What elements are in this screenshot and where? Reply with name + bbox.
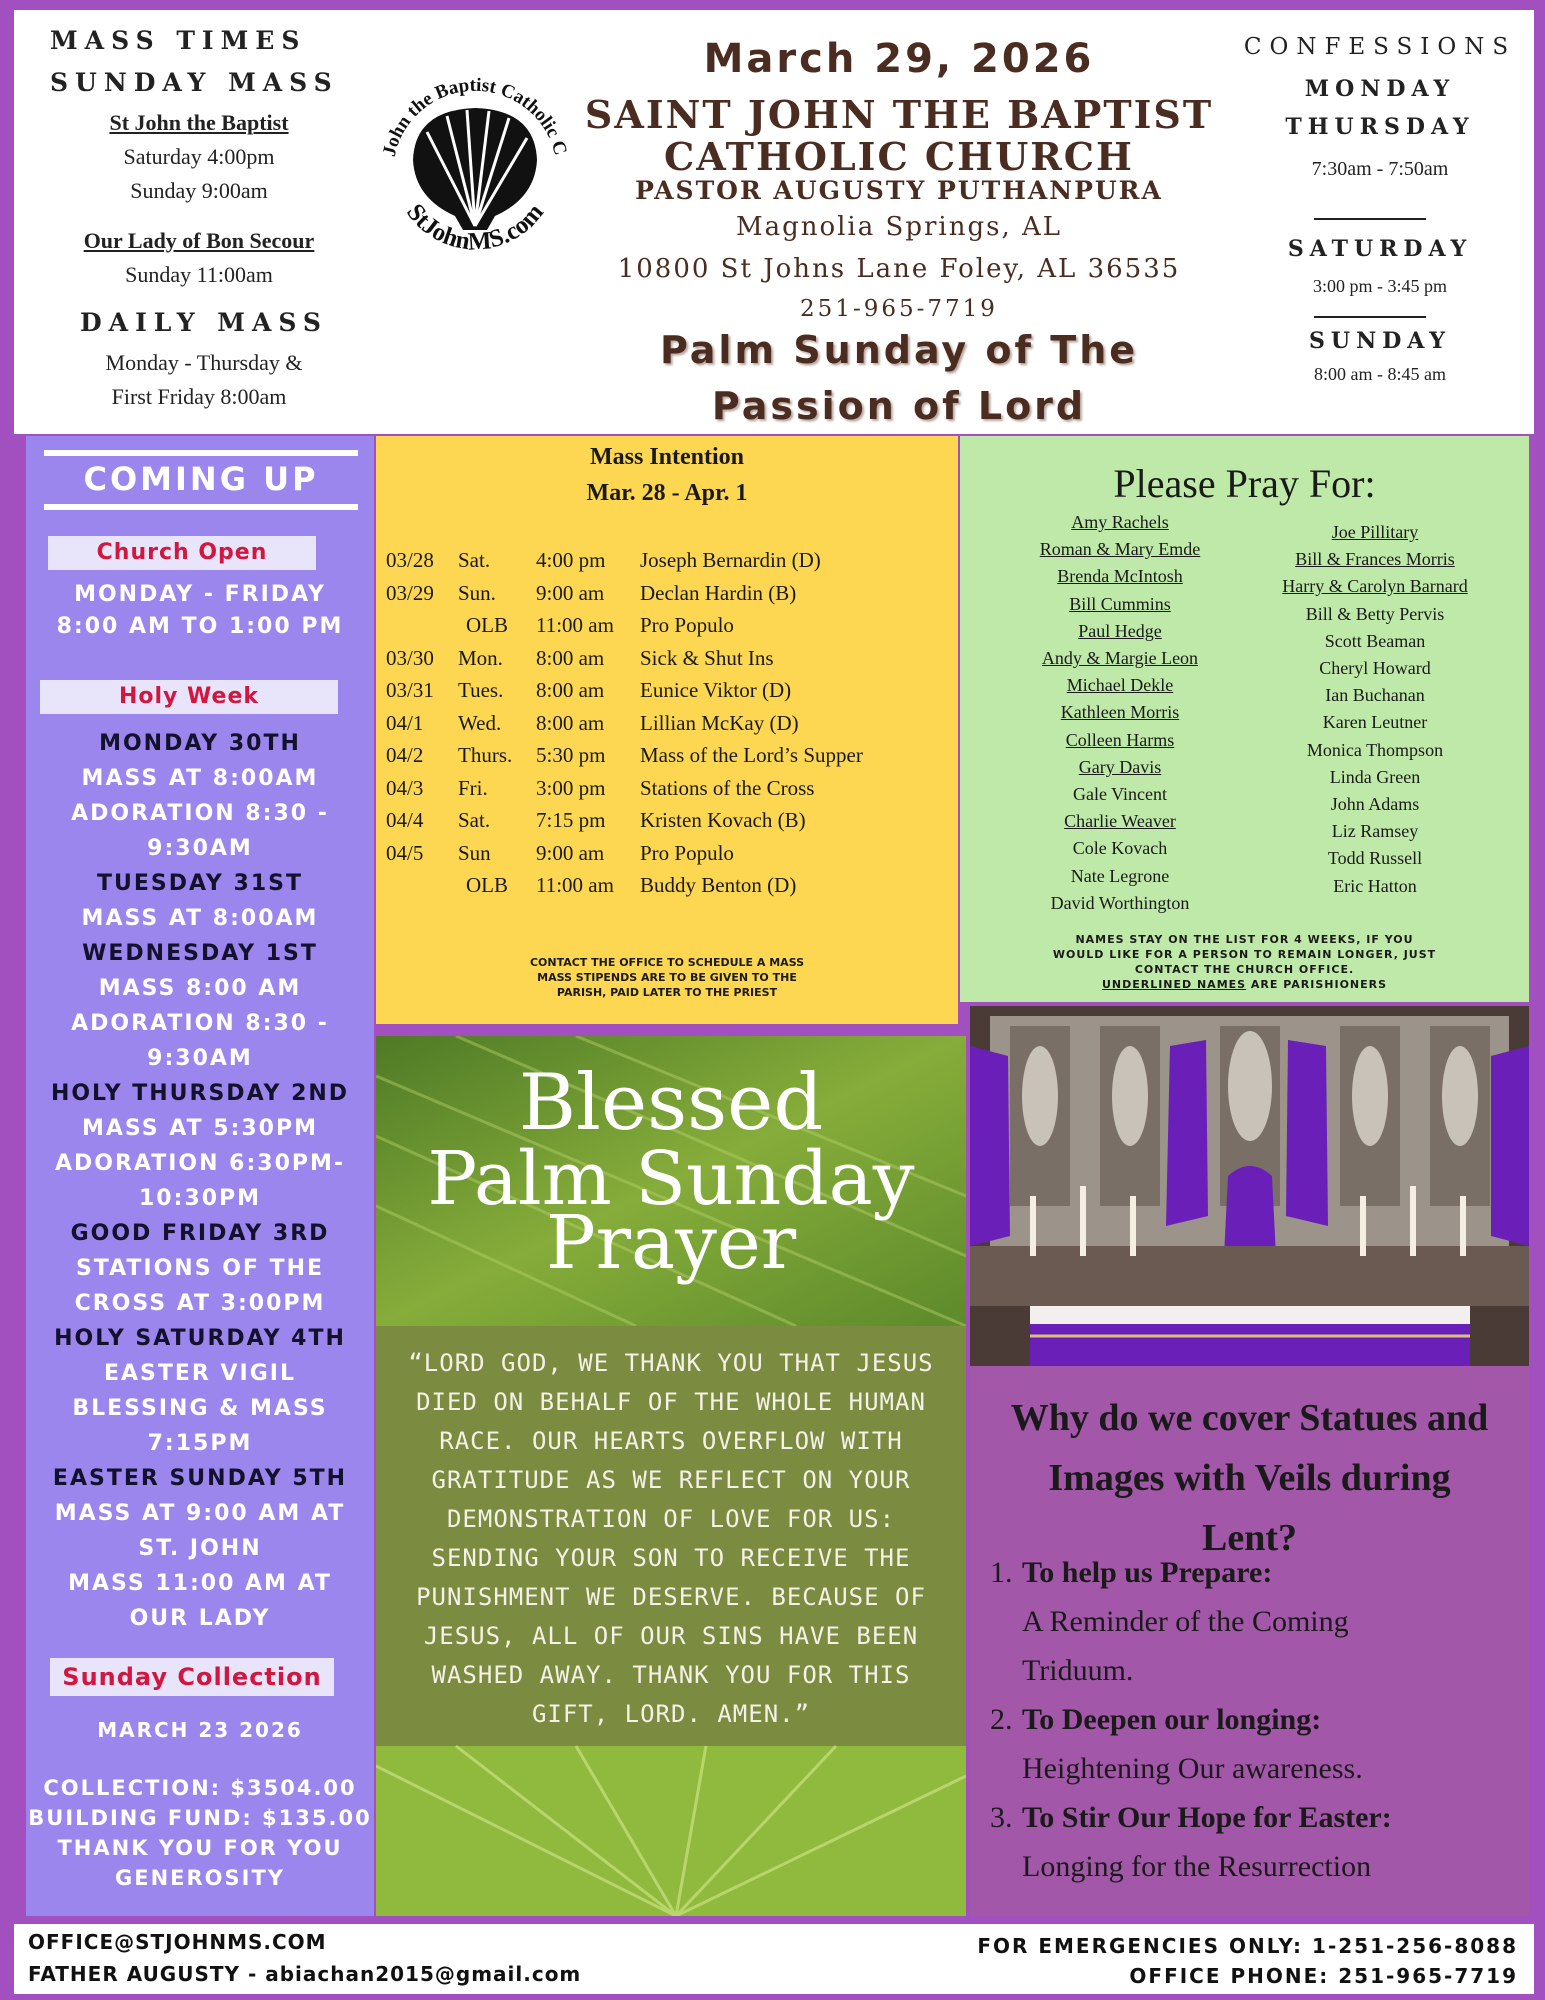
prayer-name: Charlie Weaver bbox=[1064, 811, 1176, 832]
prayer-name: Cheryl Howard bbox=[1319, 658, 1431, 678]
intention-day: Sun bbox=[458, 840, 491, 865]
intention-note-3: PARISH, PAID LATER TO THE PRIEST bbox=[556, 986, 778, 999]
reason-body: A Reminder of the Coming bbox=[1022, 1605, 1349, 1638]
schedule-detail: MASS AT 9:00 AM AT bbox=[54, 1501, 346, 1526]
intention-day: Sun. bbox=[458, 580, 496, 605]
sunday-collection-label: Sunday Collection bbox=[50, 1658, 334, 1696]
feast-line2: Passion of Lord bbox=[711, 384, 1087, 428]
coming-up-panel bbox=[26, 436, 374, 1916]
daily-mass-title: DAILY MASS bbox=[80, 308, 328, 337]
prayer-name: Linda Green bbox=[1329, 766, 1421, 787]
thanks-line1: THANK YOU FOR YOU bbox=[57, 1836, 343, 1860]
church-phone: 251-965-7719 bbox=[800, 296, 998, 322]
schedule-day-heading: TUESDAY 31ST bbox=[97, 871, 303, 896]
intention-day: Thurs. bbox=[458, 743, 513, 767]
father-label: FATHER AUGUSTY - bbox=[28, 1962, 266, 1986]
reason-heading: To help us Prepare: bbox=[1022, 1556, 1273, 1589]
prayer-name: Bill Cummins bbox=[1069, 593, 1171, 614]
intention-row bbox=[386, 776, 956, 804]
church-open-days: MONDAY - FRIDAY bbox=[74, 582, 326, 607]
daily-mass-line1: Monday - Thursday & bbox=[105, 350, 303, 375]
schedule-detail: 9:30AM bbox=[147, 836, 253, 861]
mass-times-title: MASS TIMES bbox=[50, 26, 307, 55]
divider bbox=[1314, 316, 1426, 318]
prayer-name: Michael Dekle bbox=[1066, 675, 1174, 696]
intention-row bbox=[386, 646, 956, 674]
intention-time: 11:00 am bbox=[536, 873, 614, 897]
reason-heading: To Deepen our longing: bbox=[1022, 1703, 1322, 1736]
confessions-saturday-time: 3:00 pm - 3:45 pm bbox=[1313, 276, 1447, 296]
reason-body: Triduum. bbox=[1022, 1654, 1134, 1687]
intention-date: 03/31 bbox=[386, 678, 434, 702]
schedule-day-heading: HOLY SATURDAY 4TH bbox=[54, 1326, 346, 1351]
intention-time: 8:00 am bbox=[536, 678, 605, 702]
intention-row bbox=[386, 841, 956, 869]
collection-date: MARCH 23 2026 bbox=[97, 1718, 303, 1742]
schedule-day-heading: EASTER SUNDAY 5TH bbox=[52, 1466, 348, 1491]
schedule-detail: MASS 11:00 AM AT bbox=[68, 1571, 332, 1596]
intention-row bbox=[386, 581, 956, 609]
intention-intent: Lillian McKay (D) bbox=[640, 710, 799, 735]
reason-body: Heightening Our awareness. bbox=[1022, 1752, 1363, 1785]
pray-for-panel bbox=[960, 436, 1529, 1002]
collection-amount: COLLECTION: $3504.00 bbox=[43, 1776, 357, 1800]
schedule-detail: ST. JOHN bbox=[138, 1536, 262, 1561]
intention-row bbox=[386, 678, 956, 706]
prayer-name: Gary Davis bbox=[1078, 756, 1162, 777]
logo-arc-text: John the Baptist Catholic C bbox=[378, 74, 571, 159]
prayer-name: Karen Leutner bbox=[1322, 712, 1428, 733]
prayer-line: WASHED AWAY. THANK YOU FOR THIS bbox=[431, 1661, 911, 1689]
intention-intent: Buddy Benton (D) bbox=[640, 873, 797, 897]
intention-date: 04/3 bbox=[386, 775, 424, 800]
office-email: OFFICE@STJOHNMS.COM bbox=[28, 1930, 327, 1954]
prayer-name: Bill & Frances Morris bbox=[1295, 549, 1455, 570]
prayer-name: Gale Vincent bbox=[1072, 784, 1168, 804]
intention-intent: Sick & Shut Ins bbox=[640, 645, 774, 670]
intention-note-2: MASS STIPENDS ARE TO BE GIVEN TO THE bbox=[537, 971, 797, 984]
prayer-name: Paul Hedge bbox=[1078, 620, 1162, 641]
schedule-detail: MASS AT 8:00AM bbox=[81, 906, 319, 931]
intention-time: 7:15 pm bbox=[536, 808, 606, 832]
prayer-line: SENDING YOUR SON TO RECEIVE THE bbox=[431, 1544, 911, 1572]
reason-heading: To Stir Our Hope for Easter: bbox=[1022, 1801, 1392, 1834]
feast-line1: Palm Sunday of The bbox=[659, 328, 1139, 372]
intention-day: Tues. bbox=[458, 678, 504, 702]
intention-day: OLB bbox=[466, 613, 508, 637]
schedule-detail: STATIONS OF THE bbox=[75, 1256, 325, 1281]
intention-time: 4:00 pm bbox=[536, 548, 606, 572]
reason-number: 1. bbox=[990, 1556, 1013, 1589]
intention-day: Fri. bbox=[458, 775, 488, 800]
schedule-detail: MASS AT 5:30PM bbox=[81, 1116, 318, 1141]
intention-date: 03/29 bbox=[386, 580, 434, 605]
intention-time: 8:00 am bbox=[536, 710, 605, 735]
prayer-name: Monica Thompson bbox=[1306, 739, 1444, 760]
bulletin-date: March 29, 2026 bbox=[703, 36, 1095, 82]
mass-intention-range: Mar. 28 - Apr. 1 bbox=[586, 480, 748, 506]
church-name-line1: SAINT JOHN THE BAPTIST bbox=[584, 92, 1214, 137]
veiled-altar-image bbox=[970, 1006, 1529, 1366]
logo-site-text: StJohnMS.com bbox=[401, 198, 549, 256]
daily-mass-line2: First Friday 8:00am bbox=[111, 384, 287, 409]
prayer-name: Scott Beaman bbox=[1324, 630, 1426, 651]
schedule-detail: OUR LADY bbox=[129, 1606, 271, 1631]
intention-intent: Mass of the Lord’s Supper bbox=[640, 743, 863, 767]
palm-title-1: Blessed bbox=[518, 1058, 824, 1148]
intention-day: Mon. bbox=[458, 645, 503, 670]
church-name-line2: CATHOLIC CHURCH bbox=[664, 134, 1134, 179]
intention-date: 03/30 bbox=[386, 645, 434, 670]
veils-explanation-panel bbox=[970, 1366, 1529, 1916]
prayer-name: David Worthington bbox=[1050, 892, 1190, 913]
prayer-line: RACE. OUR HEARTS OVERFLOW WITH bbox=[439, 1427, 903, 1455]
intention-row bbox=[386, 743, 956, 771]
pray-for-title: Please Pray For: bbox=[1113, 461, 1376, 506]
prayer-name: Joe Pillitary bbox=[1331, 522, 1419, 542]
intention-date: 03/28 bbox=[386, 548, 434, 572]
church2-name: Our Lady of Bon Secour bbox=[83, 228, 315, 253]
office-phone: OFFICE PHONE: 251-965-7719 bbox=[1129, 1964, 1518, 1988]
intention-row bbox=[386, 873, 956, 901]
schedule-day-heading: MONDAY 30TH bbox=[99, 731, 301, 756]
prayer-name: Bill & Betty Pervis bbox=[1305, 603, 1445, 624]
intention-intent: Declan Hardin (B) bbox=[640, 580, 797, 605]
prayer-name: Amy Rachels bbox=[1071, 512, 1169, 532]
prayer-name: Roman & Mary Emde bbox=[1039, 539, 1201, 560]
palm-prayer-text bbox=[376, 1344, 966, 1734]
schedule-detail: BLESSING & MASS bbox=[72, 1396, 328, 1421]
church-logo bbox=[364, 50, 586, 280]
parishioners-text: ARE PARISHIONERS bbox=[1246, 978, 1388, 991]
underlined-names-text: UNDERLINED NAMES bbox=[1101, 978, 1247, 991]
reason-number: 2. bbox=[990, 1703, 1013, 1736]
intention-row bbox=[386, 808, 956, 836]
intention-date: 04/1 bbox=[386, 710, 424, 735]
prayer-line: PUNISHMENT WE DESERVE. BECAUSE OF bbox=[416, 1583, 926, 1611]
reason-number: 3. bbox=[990, 1801, 1013, 1834]
schedule-detail: MASS 8:00 AM bbox=[98, 976, 302, 1001]
intention-note-1: CONTACT THE OFFICE TO SCHEDULE A MASS bbox=[529, 956, 805, 969]
intention-date: 04/4 bbox=[386, 808, 424, 832]
prayer-name: Nate Legrone bbox=[1070, 865, 1170, 886]
palm-title-3: Prayer bbox=[545, 1200, 797, 1286]
intention-row bbox=[386, 548, 956, 576]
intention-intent: Kristen Kovach (B) bbox=[640, 808, 806, 832]
intention-time: 11:00 am bbox=[536, 613, 614, 637]
intention-row bbox=[386, 711, 956, 739]
holy-week-schedule bbox=[26, 726, 374, 1636]
veils-title-1: Why do we cover Statues and bbox=[1010, 1397, 1489, 1439]
church-open-label: Church Open bbox=[48, 536, 316, 570]
intention-time: 8:00 am bbox=[536, 645, 605, 670]
thanks-line2: GENEROSITY bbox=[115, 1866, 285, 1890]
coming-up-banner bbox=[44, 450, 358, 510]
prayer-line: GRATITUDE AS WE REFLECT ON YOUR bbox=[431, 1466, 911, 1494]
mass-intention-panel bbox=[376, 436, 958, 1024]
pastor-name: PASTOR AUGUSTY PUTHANPURA bbox=[635, 176, 1163, 205]
coming-up-title: COMING UP bbox=[83, 460, 319, 498]
intention-time: 5:30 pm bbox=[536, 743, 606, 767]
holy-week-label: Holy Week bbox=[40, 680, 338, 714]
prayer-name: Colleen Harms bbox=[1065, 729, 1175, 750]
prayer-name: Ian Buchanan bbox=[1325, 685, 1425, 706]
prayer-line: GIFT, LORD. AMEN.” bbox=[531, 1700, 811, 1728]
intention-day: Sat. bbox=[458, 548, 491, 572]
schedule-detail: ADORATION 8:30 - bbox=[71, 801, 329, 826]
schedule-detail: EASTER VIGIL bbox=[103, 1361, 296, 1386]
prayer-name: Harry & Carolyn Barnard bbox=[1282, 576, 1468, 597]
schedule-detail: ADORATION 8:30 - bbox=[71, 1011, 329, 1036]
intention-row bbox=[386, 613, 956, 641]
pray-note-2: WOULD LIKE FOR A PERSON TO REMAIN LONGER, JUST bbox=[1052, 948, 1437, 961]
confessions-sunday: SUNDAY bbox=[1309, 328, 1451, 354]
schedule-day-heading: WEDNESDAY 1ST bbox=[82, 941, 318, 966]
intention-day: Sat. bbox=[458, 808, 491, 832]
schedule-detail: 9:30AM bbox=[147, 1046, 253, 1071]
bulletin-header bbox=[14, 10, 1534, 434]
intention-intent: Pro Populo bbox=[640, 613, 734, 637]
church-city: Magnolia Springs, AL bbox=[735, 212, 1063, 242]
intention-intent: Pro Populo bbox=[640, 840, 734, 865]
reason-body: Longing for the Resurrection bbox=[1022, 1850, 1372, 1883]
schedule-detail: 10:30PM bbox=[138, 1186, 262, 1211]
building-fund-amount: BUILDING FUND: $135.00 bbox=[28, 1806, 372, 1830]
prayer-name: Kathleen Morris bbox=[1060, 702, 1180, 723]
sunday-mass-title: SUNDAY MASS bbox=[50, 68, 339, 97]
bulletin-footer bbox=[14, 1924, 1534, 1994]
emergency-phone: FOR EMERGENCIES ONLY: 1-251-256-8088 bbox=[977, 1934, 1518, 1958]
prayer-line: JESUS, ALL OF OUR SINS HAVE BEEN bbox=[423, 1622, 919, 1650]
intention-day: OLB bbox=[466, 873, 508, 897]
schedule-detail: MASS AT 8:00AM bbox=[81, 766, 319, 791]
veils-title-2: Images with Veils during bbox=[1048, 1457, 1451, 1499]
father-contact bbox=[28, 1962, 581, 1986]
mass-intention-title: Mass Intention bbox=[589, 444, 745, 470]
veils-title-3: Lent? bbox=[1202, 1517, 1297, 1559]
divider bbox=[1314, 218, 1426, 220]
schedule-detail: CROSS AT 3:00PM bbox=[74, 1291, 326, 1316]
pray-note-1: NAMES STAY ON THE LIST FOR 4 WEEKS, IF YOU bbox=[1075, 933, 1414, 946]
intention-date: 04/5 bbox=[386, 840, 424, 865]
schedule-day-heading: HOLY THURSDAY 2ND bbox=[50, 1081, 350, 1106]
confessions-monday: MONDAY bbox=[1304, 76, 1456, 102]
confessions-weekday-time: 7:30am - 7:50am bbox=[1311, 158, 1449, 180]
intention-time: 9:00 am bbox=[536, 840, 605, 865]
prayer-name: Liz Ramsey bbox=[1331, 821, 1419, 842]
altar-illustration bbox=[970, 1006, 1529, 1366]
confessions-saturday: SATURDAY bbox=[1287, 236, 1473, 262]
mass-intention-list bbox=[376, 548, 958, 908]
intention-intent: Eunice Viktor (D) bbox=[640, 678, 792, 702]
palm-sunday-prayer-panel bbox=[376, 1036, 966, 1916]
schedule-day-heading: GOOD FRIDAY 3RD bbox=[70, 1221, 330, 1246]
prayer-name: Brenda McIntosh bbox=[1057, 566, 1183, 587]
pray-note-3: CONTACT THE CHURCH OFFICE. bbox=[1134, 963, 1355, 976]
prayer-line: DEMONSTRATION OF LOVE FOR US: bbox=[446, 1505, 896, 1533]
prayer-name: John Adams bbox=[1330, 794, 1420, 814]
church-address: 10800 St Johns Lane Foley, AL 36535 bbox=[617, 254, 1181, 284]
prayer-line: DIED ON BEHALF OF THE WHOLE HUMAN bbox=[416, 1388, 926, 1416]
intention-intent: Stations of the Cross bbox=[640, 775, 815, 800]
scallop-shell-icon bbox=[364, 50, 586, 280]
church1-saturday: Saturday 4:00pm bbox=[123, 144, 275, 169]
church-open-hours: 8:00 AM TO 1:00 PM bbox=[56, 614, 344, 639]
church1-sunday: Sunday 9:00am bbox=[130, 178, 268, 203]
intention-day: Wed. bbox=[458, 710, 502, 735]
father-email: abiachan2015@gmail.com bbox=[265, 1962, 582, 1986]
intention-time: 9:00 am bbox=[536, 580, 605, 605]
church2-sunday: Sunday 11:00am bbox=[125, 262, 273, 287]
prayer-name: Todd Russell bbox=[1327, 848, 1423, 869]
intention-date: 04/2 bbox=[386, 743, 424, 767]
schedule-detail: ADORATION 6:30PM- bbox=[54, 1151, 346, 1176]
palm-title-2: Palm Sunday bbox=[427, 1136, 915, 1222]
confessions-sunday-time: 8:00 am - 8:45 am bbox=[1314, 364, 1446, 384]
schedule-detail: 7:15PM bbox=[147, 1431, 253, 1456]
prayer-name: Cole Kovach bbox=[1072, 838, 1168, 859]
intention-time: 3:00 pm bbox=[536, 775, 606, 800]
church1-name: St John the Baptist bbox=[109, 110, 289, 135]
confessions-thursday: THURSDAY bbox=[1285, 114, 1475, 140]
intention-intent: Joseph Bernardin (D) bbox=[640, 548, 821, 572]
prayer-name: Eric Hatton bbox=[1333, 875, 1417, 896]
prayer-name: Andy & Margie Leon bbox=[1041, 648, 1199, 668]
confessions-title: CONFESSIONS bbox=[1243, 34, 1517, 60]
prayer-line: “LORD GOD, WE THANK YOU THAT JESUS bbox=[408, 1349, 934, 1377]
pray-note-4 bbox=[960, 978, 1529, 991]
